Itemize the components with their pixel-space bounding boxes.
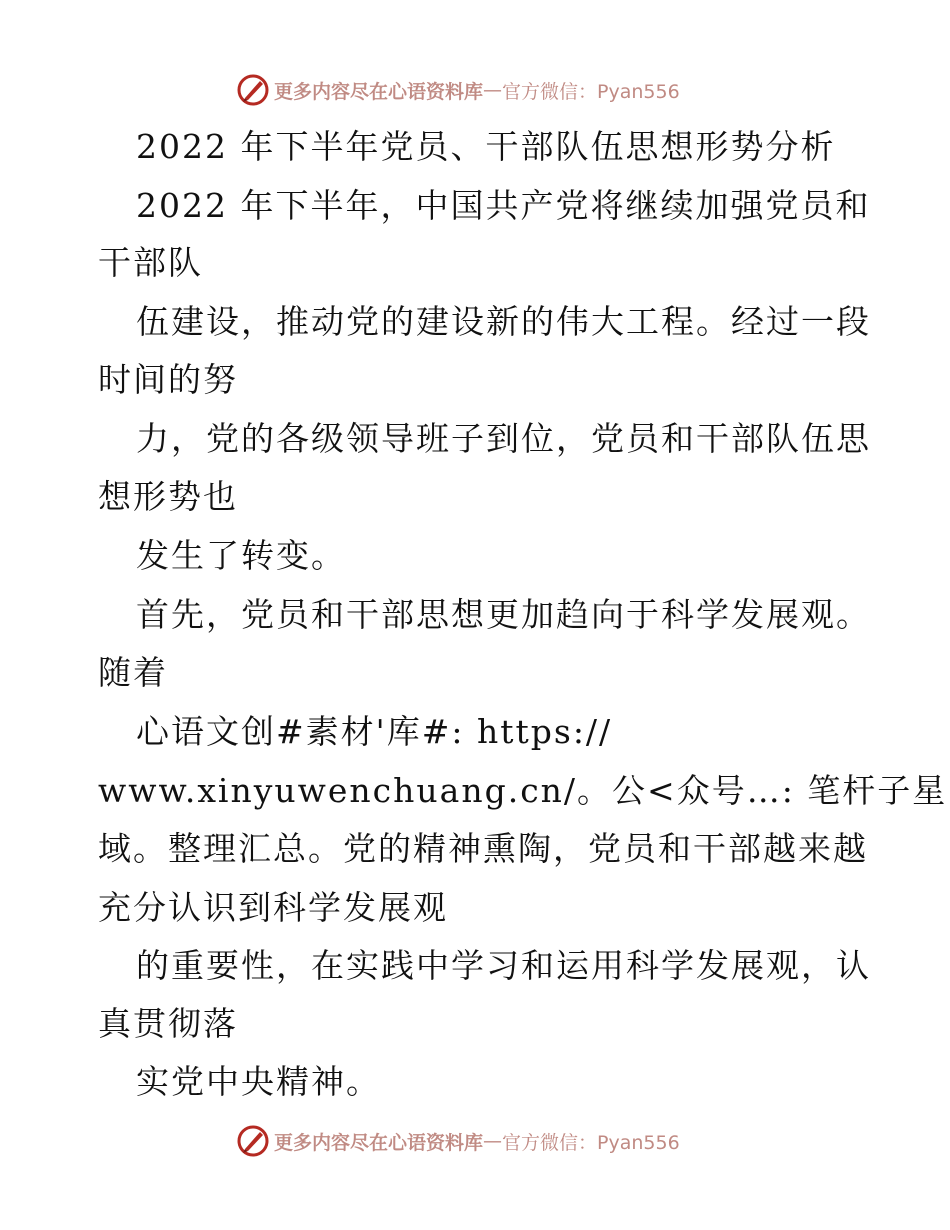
doc-line: 域。整理汇总。党的精神熏陶，党员和干部越来越 [98,829,868,868]
doc-line: 充分认识到科学发展观 [98,888,448,927]
doc-line: 真贯彻落 [98,1004,238,1043]
doc-line: 伍建设，推动党的建设新的伟大工程。经过一段 [136,302,871,341]
doc-line: 实党中央精神。 [136,1062,381,1101]
doc-line: 2022 年下半年，中国共产党将继续加强党员和 [136,186,871,225]
doc-line: 干部队 [98,243,203,282]
header-banner-wechat: 官方微信：Pyan556 [502,80,680,103]
pen-logo-icon [236,1124,270,1158]
pen-logo-icon [236,73,270,107]
doc-line: 心语文创#素材'库#: https:// [136,712,613,751]
doc-line: 的重要性，在实践中学习和运用科学发展观，认 [136,946,871,985]
footer-banner-separator: — [483,1130,503,1152]
doc-line: 时间的努 [98,360,238,399]
doc-line: www.xinyuwenchuang.cn/。公<众号…: 笔杆子星 [98,771,948,810]
doc-line: 力，党的各级领导班子到位，党员和干部队伍思 [136,419,871,458]
doc-line: 想形势也 [98,477,238,516]
doc-line: 发生了转变。 [136,536,346,575]
header-banner-separator: — [483,79,503,101]
footer-banner-text: 更多内容尽在心语资料库 [274,1131,484,1154]
doc-line: 随着 [98,653,168,692]
doc-title: 2022 年下半年党员、干部队伍思想形势分析 [136,127,836,166]
doc-line: 首先，党员和干部思想更加趋向于科学发展观。 [136,595,871,634]
footer-banner-wechat: 官方微信：Pyan556 [502,1131,680,1154]
header-banner [236,72,716,108]
header-banner-text: 更多内容尽在心语资料库 [274,80,484,103]
footer-banner [236,1123,716,1159]
